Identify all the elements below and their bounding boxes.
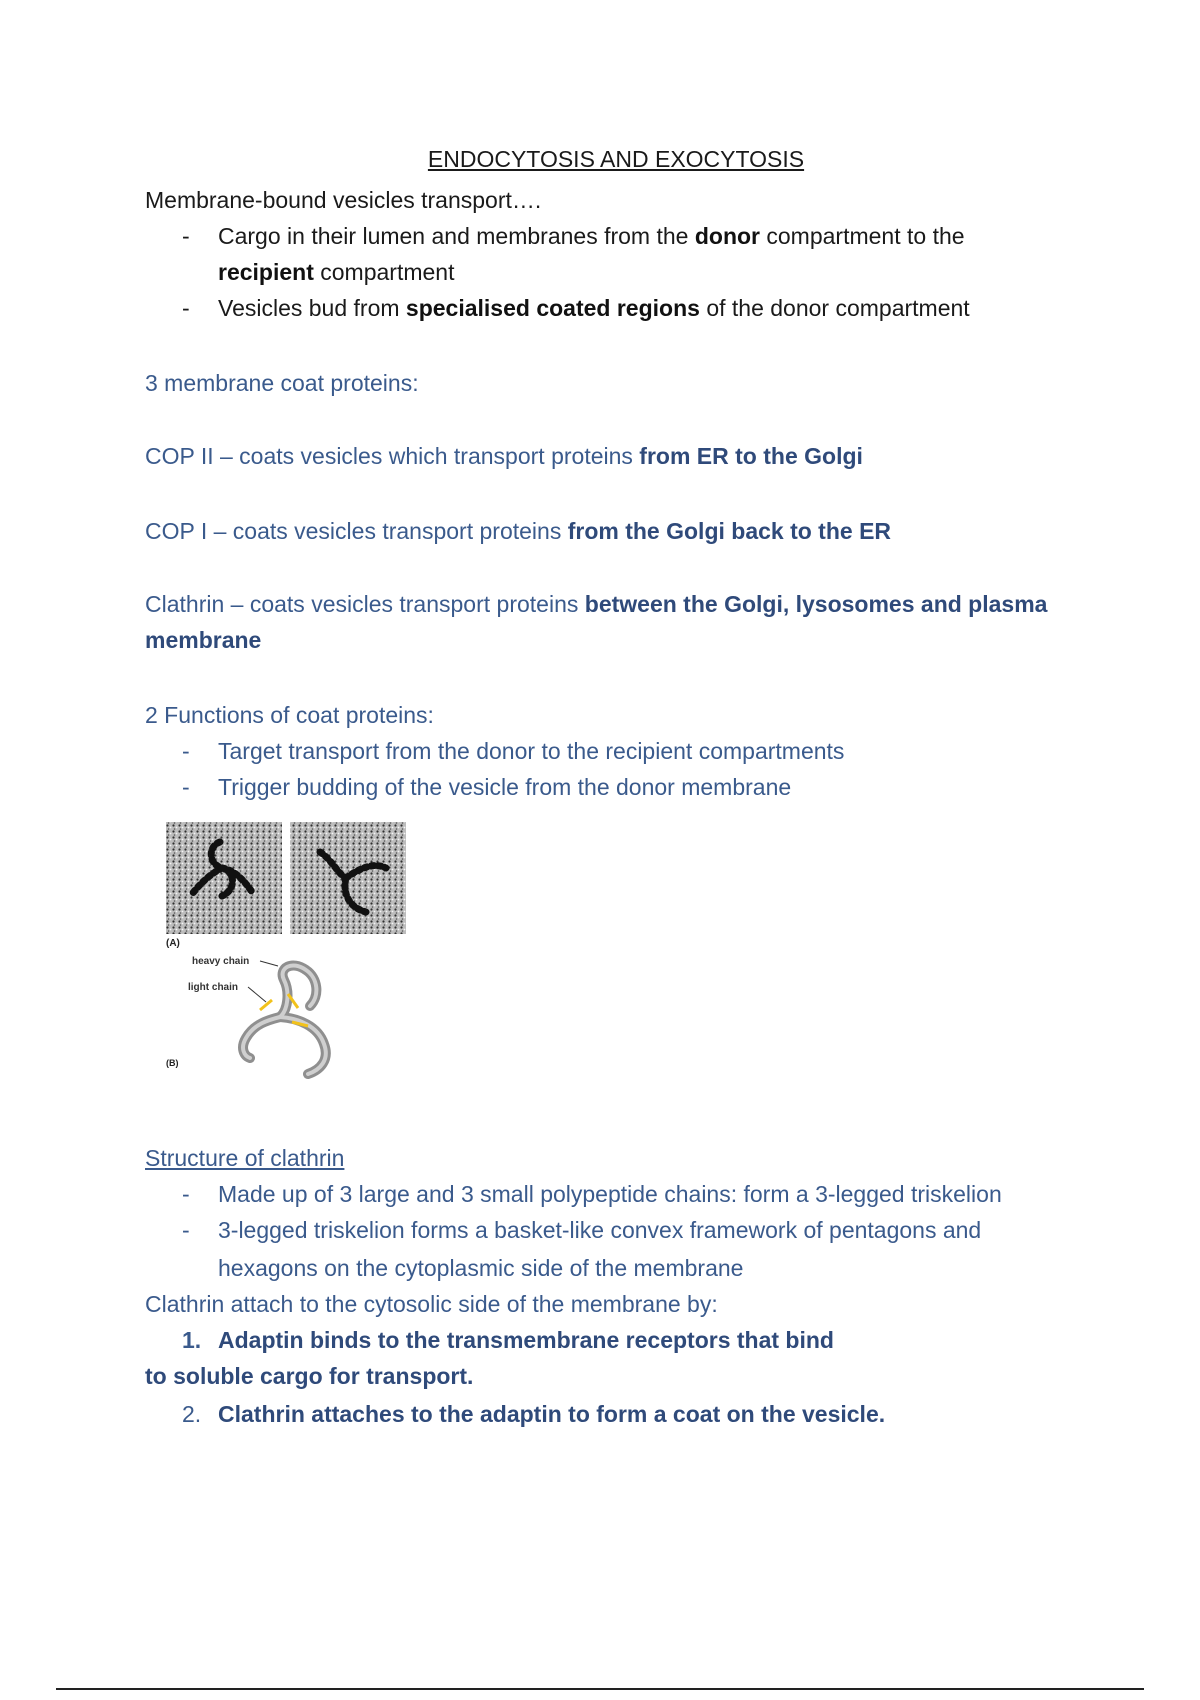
step-number-2: 2. (182, 1401, 202, 1427)
bullet-dash: - (182, 1181, 190, 1207)
heavy-chain-pointer (260, 961, 278, 966)
function-item-1: Target transport from the donor to the recipient compartments (218, 738, 845, 764)
intro-bullet-2: Vesicles bud from specialised coated regions of the donor compartment (218, 295, 970, 321)
coat-heading: 3 membrane coat proteins: (145, 370, 419, 396)
attach-step-1-cont: to soluble cargo for transport. (145, 1363, 474, 1389)
structure-heading: Structure of clathrin (145, 1145, 345, 1171)
function-item-2: Trigger budding of the vesicle from the donor membrane (218, 774, 792, 800)
structure-item-1: Made up of 3 large and 3 small polypeptide chains: form a 3-legged triskelion (218, 1181, 1002, 1207)
micrograph-left (166, 822, 282, 934)
attach-step-1: Adaptin binds to the transmembrane receptors that bind (218, 1327, 834, 1353)
bullet-dash: - (182, 295, 190, 321)
figure-label-b: (B) (166, 1058, 179, 1068)
triskelion-drawing (243, 965, 326, 1074)
heavy-chain-label: heavy chain (192, 956, 250, 967)
figure-label-a: (A) (166, 938, 180, 949)
step-number-1: 1. (182, 1327, 202, 1353)
functions-heading: 2 Functions of coat proteins: (145, 702, 434, 728)
clathrin-line: Clathrin – coats vesicles transport proteins between the Golgi, lysosomes and plasma (145, 591, 1048, 617)
cop1-line: COP I – coats vesicles transport proteins from the Golgi back to the ER (145, 518, 892, 544)
clathrin-line-cont: membrane (145, 627, 262, 653)
intro-bullet-1-cont: recipient compartment (218, 259, 455, 285)
micrograph-right (290, 822, 406, 934)
cop2-line: COP II – coats vesicles which transport proteins from ER to the Golgi (145, 443, 863, 469)
bullet-dash: - (182, 1217, 190, 1243)
attach-lead: Clathrin attach to the cytosolic side of the membrane by: (145, 1291, 718, 1317)
light-chain-label: light chain (188, 982, 238, 993)
intro-bullet-1: Cargo in their lumen and membranes from the donor compartment to the (218, 223, 965, 249)
clathrin-triskelion-figure (160, 812, 420, 1080)
structure-item-2: 3-legged triskelion forms a basket-like convex framework of pentagons and (218, 1217, 982, 1243)
light-chain-pointer (248, 987, 266, 1002)
bullet-dash: - (182, 223, 190, 249)
page-title: ENDOCYTOSIS AND EXOCYTOSIS (427, 146, 805, 172)
attach-step-2: Clathrin attaches to the adaptin to form a coat on the vesicle. (218, 1401, 886, 1427)
bullet-dash: - (182, 738, 190, 764)
bullet-dash: - (182, 774, 190, 800)
intro-lead: Membrane-bound vesicles transport…. (145, 187, 542, 213)
footer-divider (56, 1688, 1144, 1690)
structure-item-2-cont: hexagons on the cytoplasmic side of the membrane (218, 1255, 744, 1281)
